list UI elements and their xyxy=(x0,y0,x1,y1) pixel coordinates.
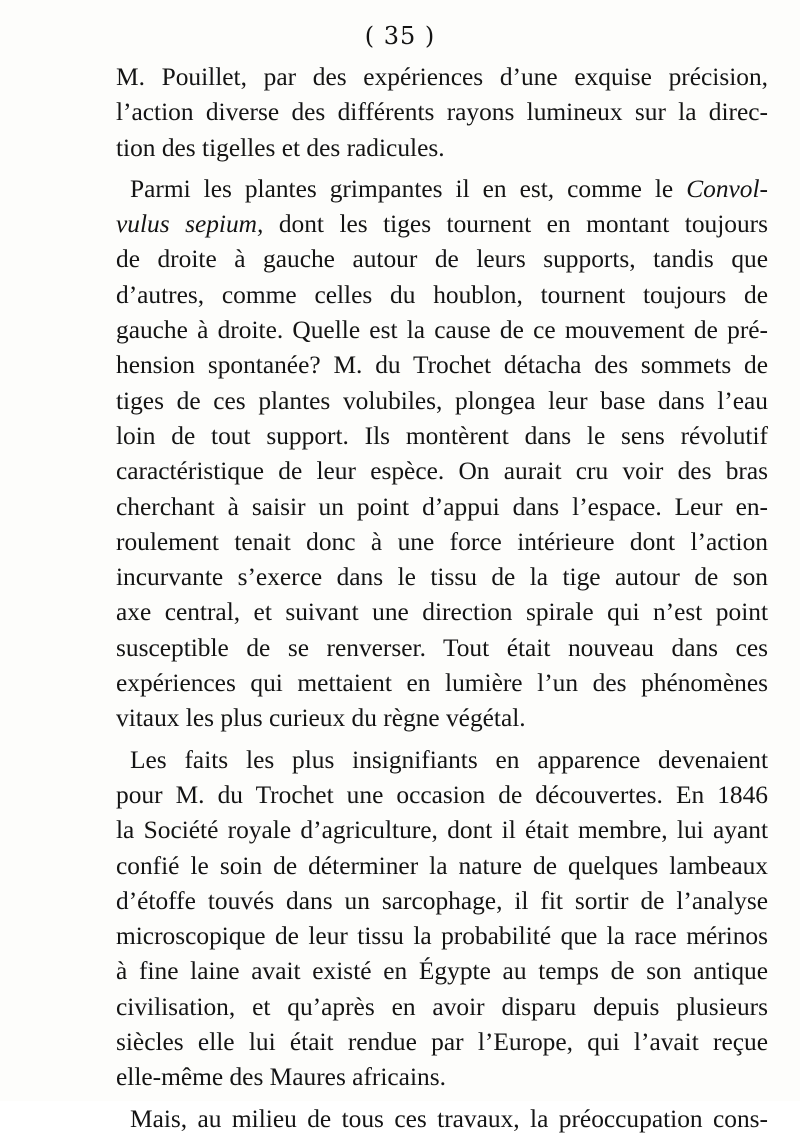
text-line: de droite à gauche autour de leurs supports, tandis que xyxy=(116,245,768,274)
text-line: pour M. du Trochet une occasion de découvertes. En 1846 xyxy=(116,780,768,809)
text-line: à fine laine avait existé en Égypte au temps de son antique xyxy=(116,957,768,986)
text-line: microscopique de leur tissu la probabilité que la race mérinos xyxy=(116,922,768,951)
text-line: elle-même des Maures africains. xyxy=(116,1063,446,1092)
text-line: confié le soin de déterminer la nature de quelques lambeaux xyxy=(116,851,768,880)
text-segment: Parmi les plantes grimpantes il en est, comme le xyxy=(130,174,687,203)
text-line: expériences qui mettaient en lumière l’un des phénomènes xyxy=(116,669,768,698)
italic-segment: Convol- xyxy=(686,174,768,203)
text-line: tiges de ces plantes volubiles, plongea leur base dans l’eau xyxy=(116,386,768,415)
text-line: roulement tenait donc à une force intérieure dont l’action xyxy=(116,527,768,556)
text-line: axe central, et suivant une direction spirale qui n’est point xyxy=(116,598,768,627)
paragraph xyxy=(116,1102,768,1137)
text-segment: dont les tiges tournent en montant toujours xyxy=(263,210,768,239)
text-line: d’étoffe touvés dans un sarcophage, il fit sortir de l’analyse xyxy=(116,886,768,915)
text-line: siècles elle lui était rendue par l’Europe, qui l’avait reçue xyxy=(116,1028,768,1057)
text-line: hension spontanée? M. du Trochet détacha des sommets de xyxy=(116,351,768,380)
text-line: vitaux les plus curieux du règne végétal. xyxy=(116,704,526,733)
text-line: cherchant à saisir un point d’appui dans l’espace. Leur en- xyxy=(116,492,768,521)
text-line: l’action diverse des différents rayons lumineux sur la direc- xyxy=(116,98,768,127)
paragraph xyxy=(116,60,768,166)
text-line: la Société royale d’agriculture, dont il était membre, lui ayant xyxy=(116,816,768,845)
text-line: gauche à droite. Quelle est la cause de ce mouvement de pré- xyxy=(116,316,768,345)
paragraph xyxy=(116,172,768,737)
text-line: Les faits les plus insignifiants en apparence devenaient xyxy=(130,745,768,774)
text-line xyxy=(116,207,768,242)
text-line: d’autres, comme celles du houblon, tournent toujours de xyxy=(116,280,768,309)
text-line xyxy=(116,172,768,207)
text-line: Mais, au milieu de tous ces travaux, la préoccupation cons- xyxy=(130,1104,768,1133)
text-line: loin de tout support. Ils montèrent dans le sens révolutif xyxy=(116,421,768,450)
text-line: caractéristique de leur espèce. On aurait cru voir des bras xyxy=(116,457,768,486)
text-line: M. Pouillet, par des expériences d’une exquise précision, xyxy=(116,63,768,91)
page-number: ( 35 ) xyxy=(364,22,436,50)
italic-segment: vulus sepium, xyxy=(116,210,264,239)
text-line: incurvante s’exerce dans le tissu de la tige autour de son xyxy=(116,563,768,592)
body-text xyxy=(116,60,768,1137)
text-line: civilisation, et qu’après en avoir disparu depuis plusieurs xyxy=(116,992,768,1021)
text-line: tion des tigelles et des radicules. xyxy=(116,133,445,162)
text-line: susceptible de se renverser. Tout était nouveau dans ces xyxy=(116,633,768,662)
paragraph xyxy=(116,743,768,1096)
